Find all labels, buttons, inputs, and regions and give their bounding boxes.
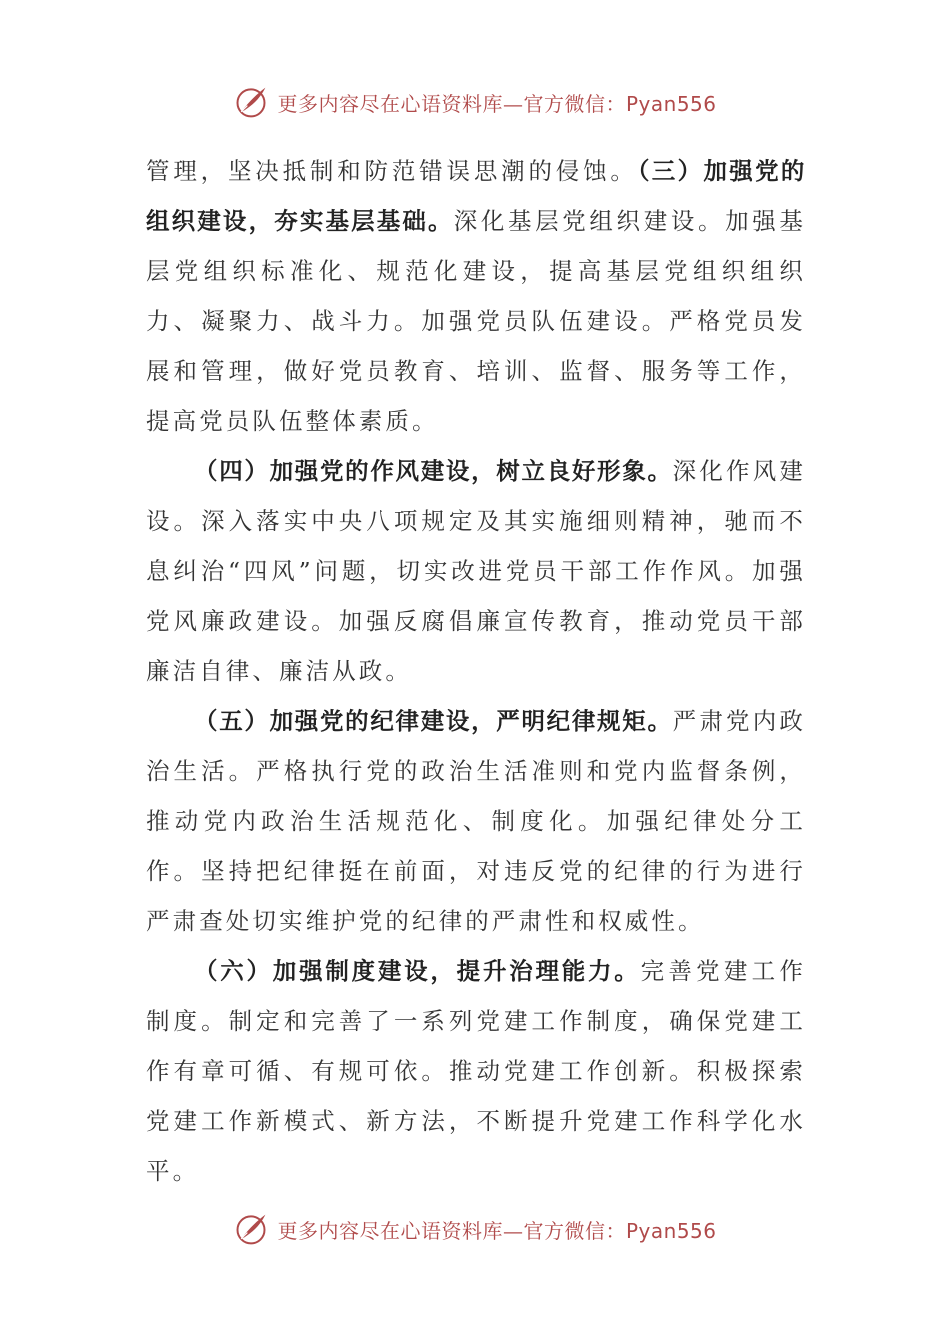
section-heading: （五）加强党的纪律建设，严明纪律规矩。 xyxy=(194,707,673,735)
wechat-id: Pyan556 xyxy=(625,1218,717,1243)
paragraph-body: 深化作风建设。深入落实中央八项规定及其实施细则精神，驰而不息纠治“四风”问题，切实改进党员干部工作作风。加强党风廉政建设。加强反腐倡廉宣传教育，推动党员干部廉洁自律、廉洁从政。 xyxy=(146,457,807,685)
paragraph-body: 完善党建工作制度。制定和完善了一系列党建工作制度，确保党建工作有章可循、有规可依。推动党建工作创新。积极探索党建工作新模式、新方法，不断提升党建工作科学化水平。 xyxy=(146,957,807,1185)
paragraph xyxy=(146,446,806,696)
banner-text: 更多内容尽在心语资料库—官方微信：Pyan556 xyxy=(277,91,717,116)
paragraph-continuation: 管理，坚决抵制和防范错误思潮的侵蚀。 xyxy=(146,157,638,185)
section-heading: （四）加强党的作风建设，树立良好形象。 xyxy=(194,457,673,485)
quill-seal-icon xyxy=(233,84,269,120)
wechat-id: Pyan556 xyxy=(625,91,717,116)
paragraph xyxy=(146,146,806,446)
paragraph-body: 严肃党内政治生活。严格执行党的政治生活准则和党内监督条例，推动党内政治生活规范化、制度化。加强纪律处分工作。坚持把纪律挺在前面，对违反党的纪律的行为进行严肃查处切实维护党的纪律的严肃性和权威性。 xyxy=(146,707,807,935)
paragraph-body: 深化基层党组织建设。加强基层党组织标准化、规范化建设，提高基层党组织组织力、凝聚力、战斗力。加强党员队伍建设。严格党员发展和管理，做好党员教育、培训、监督、服务等工作，提高党员队伍整体素质。 xyxy=(146,207,806,435)
header-banner xyxy=(0,80,950,124)
banner-text: 更多内容尽在心语资料库—官方微信：Pyan556 xyxy=(277,1218,717,1243)
paragraph xyxy=(146,946,806,1196)
quill-seal-icon xyxy=(233,1211,269,1247)
footer-banner xyxy=(0,1207,950,1251)
document-body xyxy=(146,146,806,1196)
section-heading: （六）加强制度建设，提升治理能力。 xyxy=(194,957,641,985)
paragraph xyxy=(146,696,806,946)
section-heading: （三）加强党的组织建设，夯实基层基础。 xyxy=(146,157,806,235)
